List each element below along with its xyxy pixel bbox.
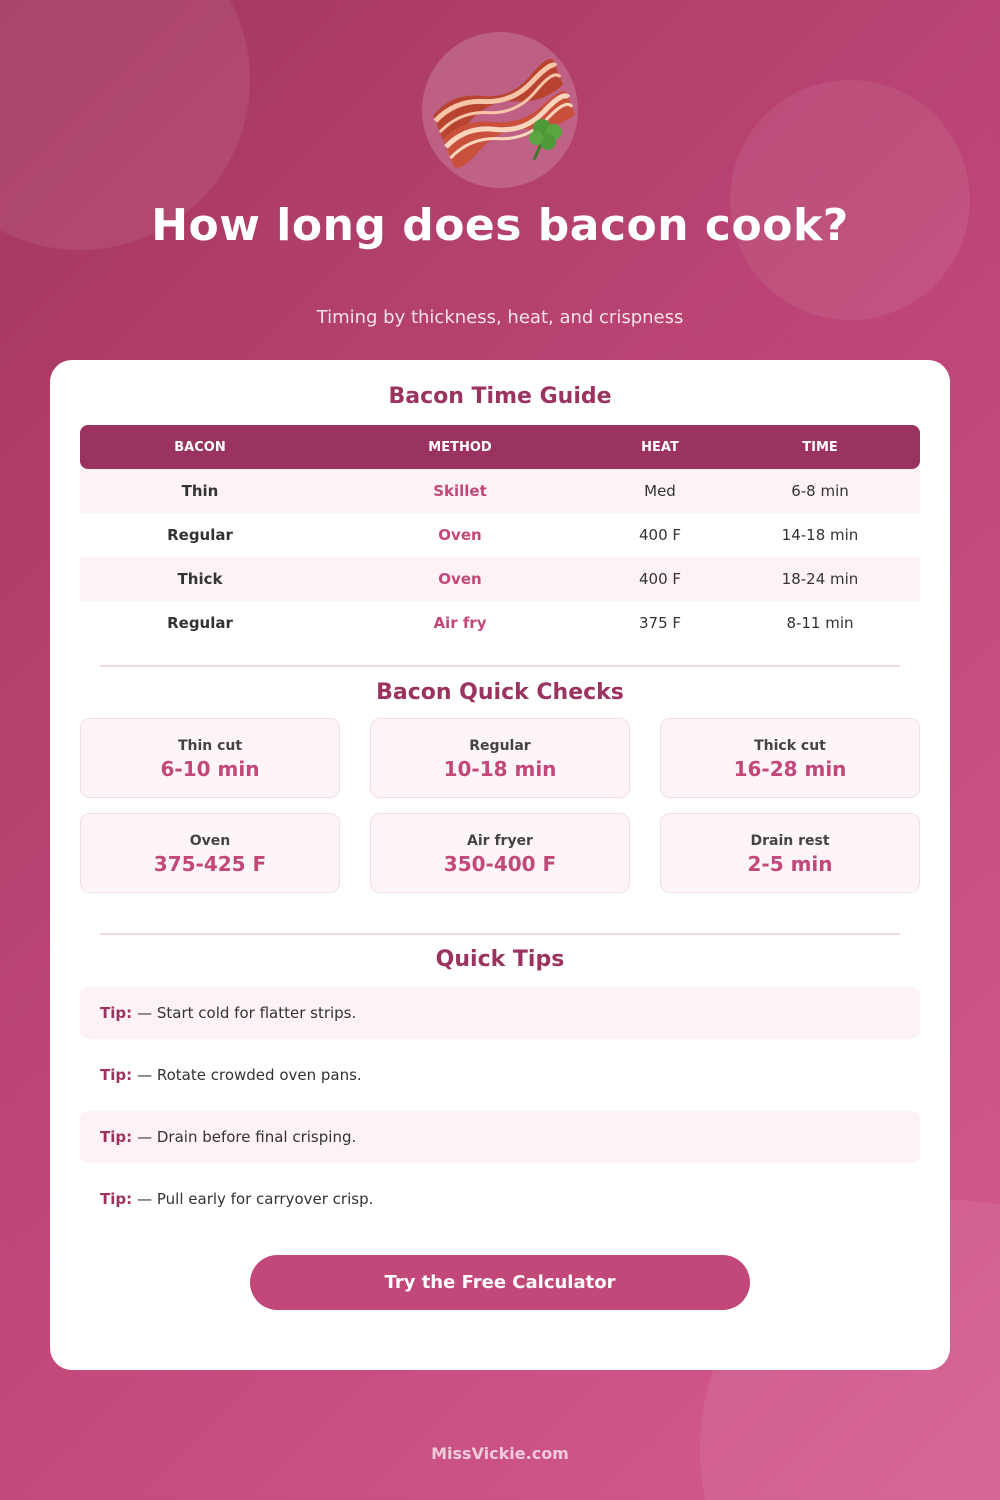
check-value: 16-28 min [733, 757, 847, 781]
check-label: Oven [189, 833, 231, 849]
list-item [80, 1049, 920, 1101]
bacon-strips-icon [422, 32, 578, 188]
cell-time: 18-24 min [781, 570, 859, 588]
tips-title: Quick Tips [435, 947, 565, 972]
check-card [660, 813, 920, 893]
hero-badge [422, 32, 578, 188]
free-calculator-button[interactable]: Try the Free Calculator [250, 1255, 750, 1310]
cell-time: 8-11 min [786, 614, 854, 632]
column-header-bacon: BACON [174, 439, 226, 455]
tip-prefix: Tip: [100, 1066, 133, 1084]
check-card [80, 813, 340, 893]
cell-bacon: Thin [181, 482, 219, 500]
tips-list [80, 987, 920, 1235]
list-item [80, 1173, 920, 1225]
column-header-time: TIME [802, 439, 838, 455]
check-card [80, 718, 340, 798]
tip-text: — Start cold for flatter strips. [137, 1004, 357, 1022]
cell-bacon: Thick [177, 570, 223, 588]
cell-method: Air fry [433, 614, 487, 632]
cell-method: Oven [438, 570, 482, 588]
list-item [80, 1111, 920, 1163]
cell-bacon: Regular [167, 526, 233, 544]
table-row [80, 513, 920, 557]
guide-title: Bacon Time Guide [388, 384, 612, 409]
check-value: 350-400 F [443, 852, 557, 876]
bacon-time-table [80, 425, 920, 645]
cell-heat: 400 F [638, 526, 682, 544]
column-header-heat: HEAT [641, 439, 679, 455]
check-card [370, 718, 630, 798]
tip-text: — Drain before final crisping. [137, 1128, 357, 1146]
check-label: Air fryer [467, 833, 533, 849]
cell-heat: 375 F [638, 614, 682, 632]
check-card [370, 813, 630, 893]
table-header [80, 425, 920, 469]
check-value: 10-18 min [443, 757, 557, 781]
check-value: 6-10 min [160, 757, 260, 781]
list-item [80, 987, 920, 1039]
tip-prefix: Tip: [100, 1004, 133, 1022]
tip-prefix: Tip: [100, 1128, 133, 1146]
check-card [660, 718, 920, 798]
section-divider [100, 665, 900, 667]
tip-prefix: Tip: [100, 1190, 133, 1208]
cell-time: 14-18 min [781, 526, 859, 544]
section-divider [100, 933, 900, 935]
check-label: Drain rest [750, 833, 830, 849]
table-row [80, 601, 920, 645]
tip-text: — Rotate crowded oven pans. [137, 1066, 362, 1084]
parsley-leaf-icon [529, 119, 562, 160]
cell-heat: 400 F [638, 570, 682, 588]
check-value: 2-5 min [747, 852, 833, 876]
check-value: 375-425 F [153, 852, 267, 876]
cell-heat: Med [644, 482, 676, 500]
cell-time: 6-8 min [791, 482, 849, 500]
content-card [50, 360, 950, 1370]
check-label: Thin cut [177, 738, 243, 754]
cell-method: Oven [438, 526, 482, 544]
checks-title: Bacon Quick Checks [376, 680, 624, 705]
footer-brand: MissVickie.com [431, 1444, 569, 1463]
cell-method: Skillet [433, 482, 487, 500]
cell-bacon: Regular [167, 614, 233, 632]
page-subtitle: Timing by thickness, heat, and crispness [316, 307, 684, 328]
tip-text: — Pull early for carryover crisp. [137, 1190, 374, 1208]
table-row [80, 469, 920, 513]
check-label: Thick cut [754, 738, 826, 754]
page-title: How long does bacon cook? [151, 200, 849, 251]
table-row [80, 557, 920, 601]
check-label: Regular [469, 738, 531, 754]
column-header-method: METHOD [428, 439, 492, 455]
